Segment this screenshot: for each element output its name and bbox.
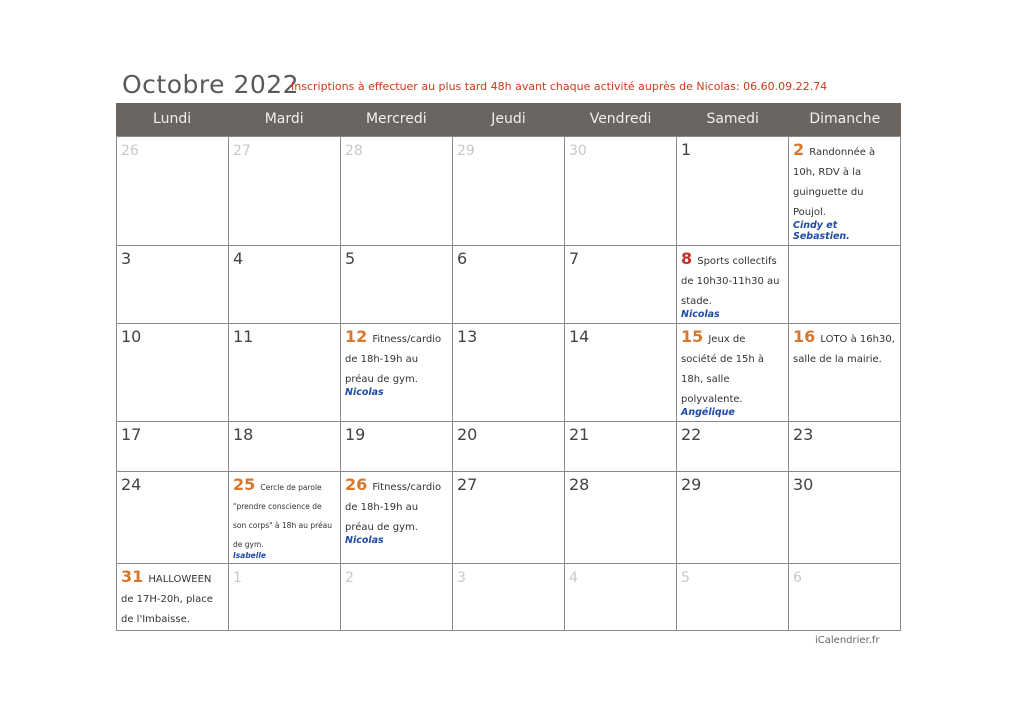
day-cell xyxy=(565,422,677,472)
day-cell xyxy=(565,472,677,564)
day-cell xyxy=(677,422,789,472)
event-text: HALLOWEEN de 17H-20h, place de l'Imbaisse. xyxy=(121,574,213,625)
day-cell xyxy=(229,564,341,631)
day-number: 5 xyxy=(681,570,690,586)
calendar-header xyxy=(118,70,903,100)
registration-note: Inscriptions à effectuer au plus tard 48h avant chaque activité auprès de Nicolas: 06.60.09.22.74 xyxy=(291,80,828,93)
event-organizer: Nicolas xyxy=(345,387,384,398)
day-cell xyxy=(341,472,453,564)
day-number: 27 xyxy=(457,475,478,494)
weekday-label: Jeudi xyxy=(491,111,526,127)
day-number: 29 xyxy=(681,475,702,494)
day-cell xyxy=(565,324,677,422)
event-text: Randonnée à 10h, RDV à la guinguette du Poujol. xyxy=(793,147,876,218)
day-number: 22 xyxy=(681,425,702,444)
day-number: 3 xyxy=(457,570,466,586)
weekday-label: Lundi xyxy=(153,111,192,127)
calendar-grid xyxy=(116,136,901,631)
day-number: 21 xyxy=(569,425,590,444)
day-number: 31 xyxy=(121,567,144,586)
day-number: 11 xyxy=(233,327,254,346)
weekday-label: Mardi xyxy=(264,111,304,127)
day-number: 26 xyxy=(345,475,368,494)
day-cell xyxy=(677,324,789,422)
day-cell xyxy=(117,472,229,564)
day-cell xyxy=(453,564,565,631)
day-number: 6 xyxy=(793,570,802,586)
day-cell xyxy=(565,564,677,631)
day-cell xyxy=(789,472,901,564)
day-number: 29 xyxy=(457,143,475,159)
day-number: 18 xyxy=(233,425,254,444)
day-number: 23 xyxy=(793,425,814,444)
day-cell xyxy=(453,472,565,564)
day-number: 10 xyxy=(121,327,142,346)
day-number: 2 xyxy=(345,570,354,586)
month-title: Octobre 2022 xyxy=(122,70,300,99)
day-number: 27 xyxy=(233,143,251,159)
day-cell xyxy=(229,422,341,472)
day-number: 30 xyxy=(793,475,814,494)
day-cell xyxy=(453,422,565,472)
day-number: 1 xyxy=(681,140,692,159)
event-organizer: Cindy et Sebastien. xyxy=(793,220,850,242)
day-number: 12 xyxy=(345,327,368,346)
event-text: Jeux de société de 15h à 18h, salle polyvalente. xyxy=(681,334,765,405)
day-number: 17 xyxy=(121,425,142,444)
day-number: 4 xyxy=(569,570,578,586)
day-number: 15 xyxy=(681,327,704,346)
day-number: 28 xyxy=(345,143,363,159)
day-number: 1 xyxy=(233,570,242,586)
day-number: 5 xyxy=(345,249,356,268)
day-cell xyxy=(341,324,453,422)
day-cell xyxy=(341,246,453,324)
day-cell xyxy=(453,137,565,246)
day-cell xyxy=(229,472,341,564)
day-cell xyxy=(341,137,453,246)
day-number: 28 xyxy=(569,475,590,494)
day-number: 2 xyxy=(793,140,805,159)
event-text: Sports collectifs de 10h30-11h30 au stade. xyxy=(681,256,780,307)
day-cell xyxy=(677,564,789,631)
month-calendar xyxy=(116,103,901,631)
event-text: Cercle de parole "prendre conscience de son corps" à 18h au préau de gym. xyxy=(233,483,332,549)
day-cell xyxy=(117,137,229,246)
day-number: 6 xyxy=(457,249,468,268)
day-number: 20 xyxy=(457,425,478,444)
day-number: 3 xyxy=(121,249,132,268)
day-cell xyxy=(565,137,677,246)
event-text: LOTO à 16h30, salle de la mairie. xyxy=(793,334,895,365)
event-text: Fitness/cardio de 18h-19h au préau de gym. xyxy=(345,482,442,533)
day-cell xyxy=(565,246,677,324)
day-number: 19 xyxy=(345,425,366,444)
day-number: 24 xyxy=(121,475,142,494)
event-organizer: Angélique xyxy=(681,407,735,418)
day-cell xyxy=(789,137,901,246)
day-cell xyxy=(789,564,901,631)
day-number: 13 xyxy=(457,327,478,346)
day-number: 16 xyxy=(793,327,816,346)
day-cell xyxy=(453,246,565,324)
weekday-label: Dimanche xyxy=(809,111,881,127)
day-cell xyxy=(229,324,341,422)
day-cell xyxy=(117,324,229,422)
weekday-label: Vendredi xyxy=(589,111,652,127)
event-organizer: Nicolas xyxy=(681,309,720,320)
day-cell xyxy=(229,137,341,246)
footer-credit: iCalendrier.fr xyxy=(815,635,880,646)
day-number: 8 xyxy=(681,249,693,268)
day-cell xyxy=(117,564,229,631)
weekday-header-row xyxy=(116,103,901,136)
day-cell xyxy=(789,246,901,324)
event-text: Fitness/cardio de 18h-19h au préau de gym. xyxy=(345,334,442,385)
day-cell xyxy=(117,422,229,472)
day-cell xyxy=(677,246,789,324)
weekday-label: Samedi xyxy=(706,111,759,127)
day-cell xyxy=(229,246,341,324)
day-cell xyxy=(117,246,229,324)
day-number: 30 xyxy=(569,143,587,159)
day-cell xyxy=(453,324,565,422)
day-cell xyxy=(677,137,789,246)
day-number: 4 xyxy=(233,249,244,268)
day-cell xyxy=(789,324,901,422)
event-organizer: Isabelle xyxy=(233,551,266,560)
day-cell xyxy=(341,422,453,472)
event-organizer: Nicolas xyxy=(345,535,384,546)
day-number: 7 xyxy=(569,249,580,268)
day-cell xyxy=(677,472,789,564)
day-number: 26 xyxy=(121,143,139,159)
day-number: 14 xyxy=(569,327,590,346)
day-cell xyxy=(789,422,901,472)
weekday-label: Mercredi xyxy=(365,111,427,127)
day-number: 25 xyxy=(233,475,256,494)
day-cell xyxy=(341,564,453,631)
